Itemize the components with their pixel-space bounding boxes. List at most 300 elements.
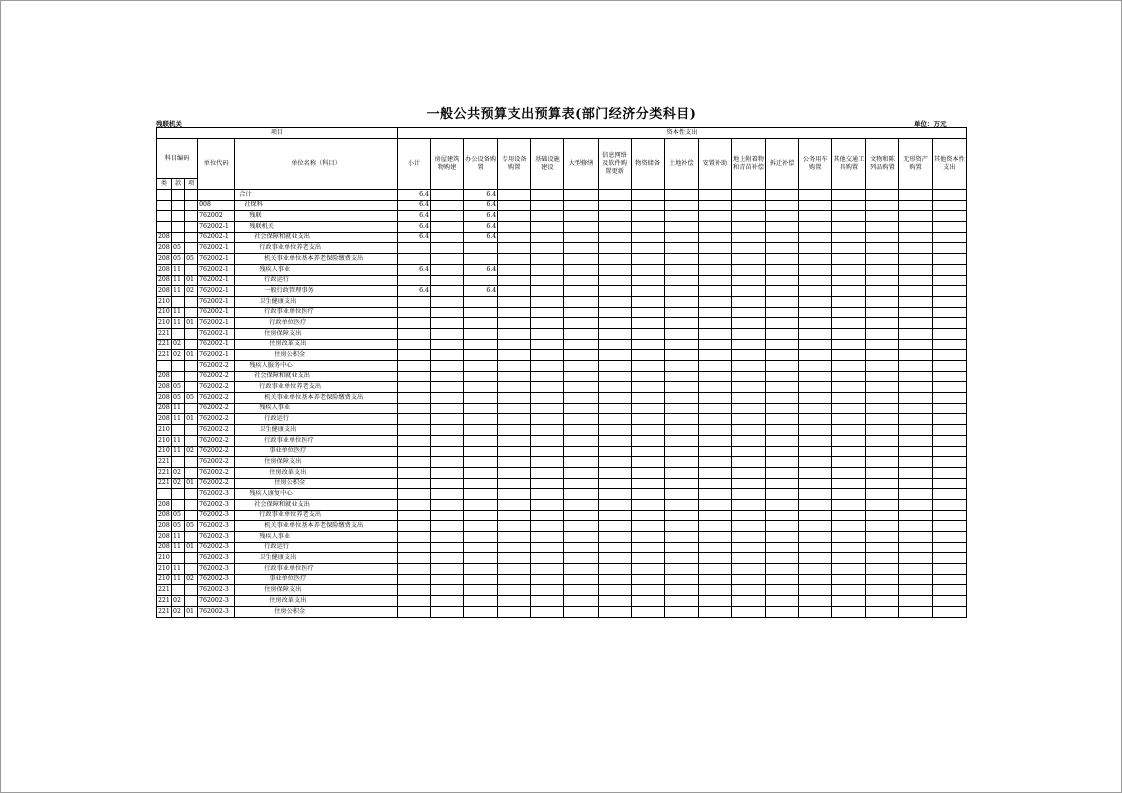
subtotal-cell xyxy=(397,382,430,393)
building-cell xyxy=(430,243,463,254)
capital-cell xyxy=(598,318,631,329)
xiang-cell: 01 xyxy=(185,478,198,489)
capital-cell xyxy=(698,574,731,585)
table-row xyxy=(157,521,967,532)
capital-cell xyxy=(631,542,664,553)
lei-cell: 221 xyxy=(157,457,172,468)
capital-cell xyxy=(731,243,765,254)
capital-cell xyxy=(766,564,799,575)
capital-cell xyxy=(932,425,966,436)
capital-cell xyxy=(564,532,598,543)
unit-code-cell: 762002-2 xyxy=(198,467,235,478)
capital-cell xyxy=(731,286,765,297)
capital-cell xyxy=(631,414,664,425)
xiang-cell xyxy=(185,211,198,222)
office-equipment-cell xyxy=(464,371,498,382)
capital-cell xyxy=(799,542,832,553)
unit-name-cell: 残疾人事业 xyxy=(235,532,398,543)
capital-cell xyxy=(932,606,966,617)
col-header-major-repair: 大型修缮 xyxy=(564,139,598,190)
capital-cell xyxy=(698,414,731,425)
capital-cell xyxy=(598,264,631,275)
capital-cell xyxy=(564,403,598,414)
unit-code-cell: 008 xyxy=(198,200,235,211)
capital-cell xyxy=(899,190,932,201)
xiang-cell: 05 xyxy=(185,254,198,265)
capital-cell xyxy=(664,211,698,222)
capital-cell xyxy=(631,403,664,414)
capital-cell xyxy=(498,254,531,265)
unit-name-cell: 一般行政管理事务 xyxy=(235,286,398,297)
subtotal-cell xyxy=(397,296,430,307)
capital-cell xyxy=(698,318,731,329)
building-cell xyxy=(430,286,463,297)
xiang-cell: 05 xyxy=(185,521,198,532)
subtotal-cell xyxy=(397,361,430,372)
capital-cell xyxy=(866,243,899,254)
capital-cell xyxy=(866,200,899,211)
table-row xyxy=(157,286,967,297)
capital-cell xyxy=(932,371,966,382)
capital-cell xyxy=(598,478,631,489)
capital-cell xyxy=(698,606,731,617)
capital-cell xyxy=(866,254,899,265)
kuan-cell: 02 xyxy=(172,467,185,478)
capital-cell xyxy=(598,564,631,575)
project-header: 项目 xyxy=(157,128,398,139)
capital-cell xyxy=(731,425,765,436)
capital-cell xyxy=(498,296,531,307)
capital-cell xyxy=(899,414,932,425)
capital-cell xyxy=(631,264,664,275)
capital-cell xyxy=(498,425,531,436)
capital-cell xyxy=(664,254,698,265)
capital-cell xyxy=(766,585,799,596)
office-equipment-cell xyxy=(464,489,498,500)
capital-cell xyxy=(932,350,966,361)
table-body xyxy=(157,190,967,618)
subtotal-cell xyxy=(397,350,430,361)
capital-cell xyxy=(766,318,799,329)
capital-cell xyxy=(598,328,631,339)
building-cell xyxy=(430,264,463,275)
subtotal-cell xyxy=(397,243,430,254)
unit-name-cell: 住房公积金 xyxy=(235,350,398,361)
kuan-cell xyxy=(172,489,185,500)
capital-cell xyxy=(564,211,598,222)
capital-cell xyxy=(498,318,531,329)
table-row xyxy=(157,414,967,425)
col-header-attachment-compensation: 地上附着物和青苗补偿 xyxy=(731,139,765,190)
capital-cell xyxy=(832,403,866,414)
unit-code-cell: 762002-1 xyxy=(198,328,235,339)
capital-cell xyxy=(631,510,664,521)
capital-cell xyxy=(766,414,799,425)
capital-cell xyxy=(866,489,899,500)
capital-cell xyxy=(698,585,731,596)
capital-cell xyxy=(498,532,531,543)
capital-cell xyxy=(932,467,966,478)
subtotal-cell xyxy=(397,489,430,500)
capital-cell xyxy=(698,222,731,233)
capital-cell xyxy=(766,393,799,404)
capital-cell xyxy=(498,478,531,489)
capital-cell xyxy=(564,467,598,478)
lei-cell: 208 xyxy=(157,403,172,414)
capital-cell xyxy=(531,286,564,297)
table-row xyxy=(157,275,967,286)
capital-cell xyxy=(564,489,598,500)
capital-cell xyxy=(866,318,899,329)
capital-cell xyxy=(832,425,866,436)
capital-cell xyxy=(932,200,966,211)
xiang-cell xyxy=(185,553,198,564)
capital-cell xyxy=(832,211,866,222)
kuan-cell: 11 xyxy=(172,542,185,553)
capital-cell xyxy=(498,275,531,286)
capital-cell xyxy=(899,243,932,254)
capital-cell xyxy=(932,190,966,201)
office-equipment-cell xyxy=(464,425,498,436)
capital-cell xyxy=(531,328,564,339)
unit-name-cell: 残疾人事业 xyxy=(235,264,398,275)
capital-cell xyxy=(766,606,799,617)
capital-cell xyxy=(766,243,799,254)
capital-header: 资本性支出 xyxy=(397,128,966,139)
capital-cell xyxy=(832,296,866,307)
building-cell xyxy=(430,371,463,382)
capital-cell xyxy=(564,457,598,468)
office-equipment-cell xyxy=(464,361,498,372)
capital-cell xyxy=(498,361,531,372)
unit-name-cell: 住房保障支出 xyxy=(235,585,398,596)
capital-cell xyxy=(799,521,832,532)
unit-code-cell: 762002-3 xyxy=(198,596,235,607)
kuan-cell: 02 xyxy=(172,478,185,489)
capital-cell xyxy=(932,275,966,286)
capital-cell xyxy=(631,382,664,393)
page-title: 一般公共预算支出预算表(部门经济分类科目) xyxy=(426,107,697,122)
capital-cell xyxy=(531,467,564,478)
capital-cell xyxy=(832,318,866,329)
capital-cell xyxy=(598,467,631,478)
col-header-cultural-relics: 文物和陈列品购置 xyxy=(866,139,899,190)
lei-cell: 208 xyxy=(157,510,172,521)
capital-cell xyxy=(832,553,866,564)
office-equipment-cell xyxy=(464,467,498,478)
office-equipment-cell xyxy=(464,275,498,286)
capital-cell xyxy=(664,243,698,254)
capital-cell xyxy=(866,339,899,350)
capital-cell xyxy=(698,264,731,275)
capital-cell xyxy=(799,371,832,382)
capital-cell xyxy=(664,489,698,500)
capital-cell xyxy=(598,425,631,436)
capital-cell xyxy=(631,435,664,446)
capital-cell xyxy=(832,243,866,254)
kuan-cell xyxy=(172,222,185,233)
unit-code-cell: 762002-2 xyxy=(198,414,235,425)
office-equipment-cell xyxy=(464,457,498,468)
table-row xyxy=(157,574,967,585)
capital-cell xyxy=(698,457,731,468)
capital-cell xyxy=(899,606,932,617)
capital-cell xyxy=(531,446,564,457)
xiang-cell xyxy=(185,371,198,382)
capital-cell xyxy=(866,596,899,607)
table-row xyxy=(157,254,967,265)
capital-cell xyxy=(531,574,564,585)
subtotal-cell xyxy=(397,339,430,350)
capital-cell xyxy=(598,393,631,404)
capital-cell xyxy=(866,478,899,489)
capital-cell xyxy=(932,553,966,564)
subtotal-cell xyxy=(397,318,430,329)
kuan-cell: 11 xyxy=(172,532,185,543)
capital-cell xyxy=(698,521,731,532)
capital-cell xyxy=(866,286,899,297)
capital-cell xyxy=(564,286,598,297)
capital-cell xyxy=(598,435,631,446)
capital-cell xyxy=(766,521,799,532)
capital-cell xyxy=(731,446,765,457)
xiang-cell xyxy=(185,585,198,596)
office-equipment-cell: 6.4 xyxy=(464,286,498,297)
capital-cell xyxy=(598,446,631,457)
capital-cell xyxy=(531,585,564,596)
capital-cell xyxy=(766,596,799,607)
table-row xyxy=(157,425,967,436)
capital-cell xyxy=(698,499,731,510)
unit-name-cell: 行政运行 xyxy=(235,414,398,425)
capital-cell xyxy=(866,275,899,286)
capital-cell xyxy=(498,606,531,617)
capital-cell xyxy=(932,264,966,275)
capital-cell xyxy=(932,318,966,329)
capital-cell xyxy=(498,350,531,361)
capital-cell xyxy=(664,521,698,532)
capital-cell xyxy=(932,585,966,596)
xiang-header: 项 xyxy=(185,179,198,190)
capital-cell xyxy=(598,232,631,243)
capital-cell xyxy=(899,425,932,436)
subtotal-cell xyxy=(397,414,430,425)
lei-cell: 221 xyxy=(157,350,172,361)
capital-cell xyxy=(799,489,832,500)
subtotal-cell xyxy=(397,574,430,585)
lei-cell: 210 xyxy=(157,446,172,457)
capital-cell xyxy=(564,585,598,596)
capital-cell xyxy=(531,489,564,500)
capital-cell xyxy=(932,478,966,489)
capital-cell xyxy=(698,446,731,457)
unit-name-cell: 社会保障和就业支出 xyxy=(235,499,398,510)
capital-cell xyxy=(631,350,664,361)
lei-cell: 210 xyxy=(157,307,172,318)
table-row xyxy=(157,478,967,489)
capital-cell xyxy=(698,542,731,553)
table-row xyxy=(157,585,967,596)
capital-cell xyxy=(498,457,531,468)
capital-cell xyxy=(531,606,564,617)
building-cell xyxy=(430,510,463,521)
subtotal-cell: 6.4 xyxy=(397,222,430,233)
kuan-cell xyxy=(172,328,185,339)
kuan-cell: 02 xyxy=(172,350,185,361)
capital-cell xyxy=(564,521,598,532)
kuan-cell xyxy=(172,211,185,222)
capital-cell xyxy=(664,222,698,233)
capital-cell xyxy=(932,457,966,468)
capital-cell xyxy=(866,510,899,521)
kuan-cell xyxy=(172,232,185,243)
lei-cell: 208 xyxy=(157,542,172,553)
capital-cell xyxy=(899,403,932,414)
table-row xyxy=(157,190,967,201)
capital-cell xyxy=(531,564,564,575)
capital-cell xyxy=(766,403,799,414)
capital-cell xyxy=(498,542,531,553)
capital-cell xyxy=(866,307,899,318)
lei-cell: 208 xyxy=(157,264,172,275)
capital-cell xyxy=(731,532,765,543)
capital-cell xyxy=(932,393,966,404)
capital-cell xyxy=(664,403,698,414)
building-cell xyxy=(430,596,463,607)
table-row xyxy=(157,435,967,446)
capital-cell xyxy=(664,361,698,372)
capital-cell xyxy=(799,222,832,233)
kuan-cell xyxy=(172,499,185,510)
subtotal-cell xyxy=(397,499,430,510)
xiang-cell xyxy=(185,307,198,318)
capital-cell xyxy=(832,328,866,339)
capital-cell xyxy=(866,393,899,404)
lei-cell: 208 xyxy=(157,254,172,265)
capital-cell xyxy=(866,232,899,243)
capital-cell xyxy=(731,211,765,222)
capital-cell xyxy=(631,318,664,329)
lei-cell: 208 xyxy=(157,414,172,425)
capital-cell xyxy=(564,446,598,457)
capital-cell xyxy=(698,425,731,436)
capital-cell xyxy=(799,286,832,297)
subtotal-cell xyxy=(397,446,430,457)
capital-cell xyxy=(564,328,598,339)
unit-code-header: 单位代码 xyxy=(198,139,235,190)
office-equipment-cell xyxy=(464,435,498,446)
col-header-official-vehicle: 公务用车购置 xyxy=(799,139,832,190)
subtotal-cell xyxy=(397,275,430,286)
capital-cell xyxy=(531,478,564,489)
xiang-cell: 01 xyxy=(185,275,198,286)
capital-cell xyxy=(564,200,598,211)
table-row xyxy=(157,296,967,307)
capital-cell xyxy=(664,564,698,575)
capital-cell xyxy=(899,254,932,265)
capital-cell xyxy=(899,499,932,510)
building-cell xyxy=(430,190,463,201)
table-row xyxy=(157,318,967,329)
capital-cell xyxy=(766,457,799,468)
capital-cell xyxy=(731,510,765,521)
capital-cell xyxy=(598,190,631,201)
capital-cell xyxy=(866,211,899,222)
capital-cell xyxy=(664,457,698,468)
capital-cell xyxy=(631,254,664,265)
unit-name-cell: 行政事业单位医疗 xyxy=(235,564,398,575)
unit-code-cell: 762002-3 xyxy=(198,542,235,553)
capital-cell xyxy=(932,211,966,222)
capital-cell xyxy=(731,222,765,233)
capital-cell xyxy=(631,190,664,201)
kuan-cell: 11 xyxy=(172,574,185,585)
capital-cell xyxy=(531,318,564,329)
xiang-cell xyxy=(185,232,198,243)
office-equipment-cell xyxy=(464,574,498,585)
capital-cell xyxy=(698,200,731,211)
kuan-cell xyxy=(172,425,185,436)
building-cell xyxy=(430,585,463,596)
unit-code-cell: 762002-1 xyxy=(198,222,235,233)
xiang-cell: 02 xyxy=(185,286,198,297)
xiang-cell xyxy=(185,361,198,372)
xiang-cell: 05 xyxy=(185,393,198,404)
capital-cell xyxy=(899,307,932,318)
capital-cell xyxy=(731,457,765,468)
capital-cell xyxy=(866,467,899,478)
capital-cell xyxy=(731,414,765,425)
unit-code-cell: 762002-3 xyxy=(198,585,235,596)
capital-cell xyxy=(531,190,564,201)
capital-cell xyxy=(832,574,866,585)
office-equipment-cell xyxy=(464,521,498,532)
capital-cell xyxy=(498,222,531,233)
capital-cell xyxy=(899,574,932,585)
capital-cell xyxy=(766,446,799,457)
building-cell xyxy=(430,393,463,404)
capital-cell xyxy=(698,596,731,607)
capital-cell xyxy=(932,542,966,553)
capital-cell xyxy=(664,574,698,585)
capital-cell xyxy=(498,371,531,382)
kuan-cell: 05 xyxy=(172,510,185,521)
subtotal-cell xyxy=(397,606,430,617)
unit-code-cell: 762002-1 xyxy=(198,350,235,361)
capital-cell xyxy=(698,307,731,318)
capital-cell xyxy=(598,585,631,596)
capital-cell xyxy=(766,510,799,521)
xiang-cell: 01 xyxy=(185,606,198,617)
kuan-cell: 11 xyxy=(172,435,185,446)
building-cell xyxy=(430,457,463,468)
capital-cell xyxy=(631,585,664,596)
capital-cell xyxy=(598,200,631,211)
capital-cell xyxy=(766,211,799,222)
unit-code-cell: 762002-3 xyxy=(198,564,235,575)
capital-cell xyxy=(932,361,966,372)
capital-cell xyxy=(766,435,799,446)
unit-code-cell: 762002-1 xyxy=(198,254,235,265)
table-row xyxy=(157,553,967,564)
capital-cell xyxy=(866,328,899,339)
capital-cell xyxy=(799,478,832,489)
budget-table xyxy=(156,127,967,618)
xiang-cell: 01 xyxy=(185,542,198,553)
subtotal-cell xyxy=(397,510,430,521)
capital-cell xyxy=(598,382,631,393)
capital-cell xyxy=(766,190,799,201)
